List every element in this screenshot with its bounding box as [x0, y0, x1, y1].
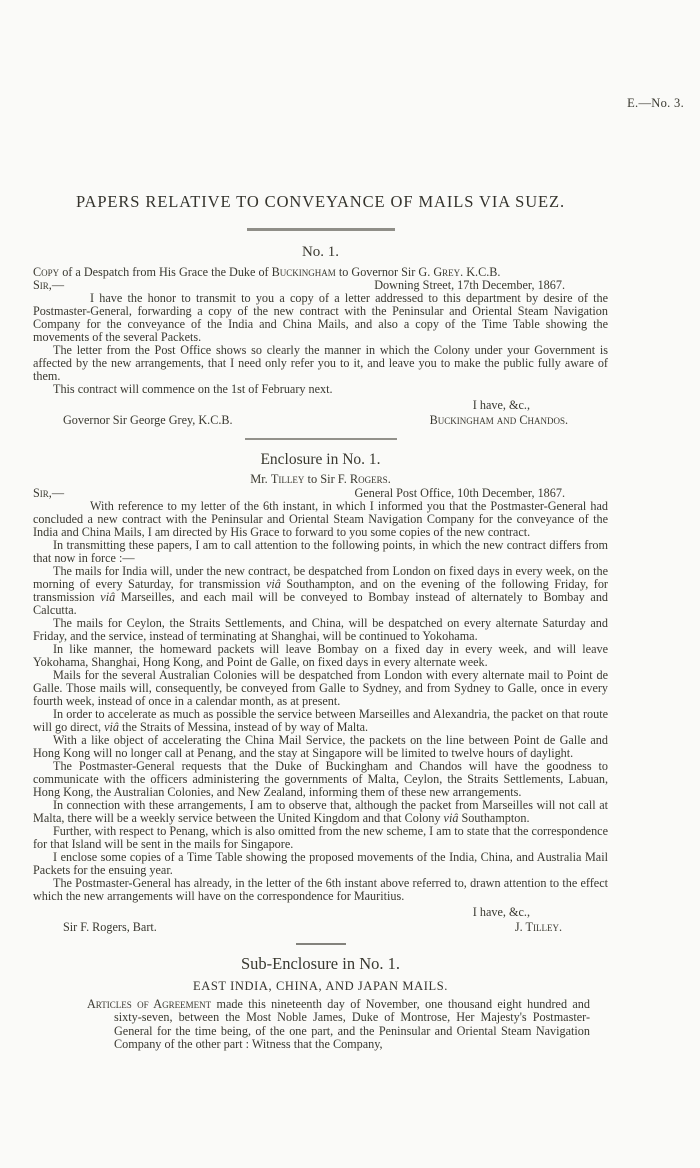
document-title: PAPERS RELATIVE TO CONVEYANCE OF MAILS VIA SUEZ. — [75, 192, 566, 211]
paragraph: With reference to my letter of the 6th instant, in which I informed you that the Postmaster-General had concluded a new contract with the Peninsular and Oriental Steam Navigation Company for the conveyance of the India and China Mails, I am directed by His Grace to forward to you some copies of the new contract. — [33, 499, 608, 539]
text-segment: In order to accelerate as much as possible the service between Marseilles and Alexandria, the packet on that route will go direct, — [33, 707, 608, 734]
text-segment: In connection with these arrangements, I am to observe that, although the packet from Marseilles will not call at Malta, there will be a weekly service between the United Kingdom and that Colony — [33, 798, 608, 825]
valediction: I have, &c., — [472, 905, 530, 919]
text-segment: viâ — [265, 577, 281, 591]
addressee: Governor Sir George Grey, K.C.B. — [63, 413, 233, 427]
paragraph: The Postmaster-General requests that the Duke of Buckingham and Chandos will have the goodness to communicate with the officers administering the governments of Malta, Ceylon, the Straits Settlements, Labuan, Hong Kong, the Australian Colonies, and New Zealand, informing them of these new arrangements. — [33, 759, 608, 799]
section-no1-heading: No. 1. — [301, 244, 340, 260]
sub-enclosure-heading: Sub-Enclosure in No. 1. — [240, 954, 401, 973]
sub-enclosure-subject: EAST INDIA, CHINA, AND JAPAN MAILS. — [192, 979, 449, 993]
text-segment: made this nineteenth day of November, one thousand eight hundred and sixty-seven, between the Most Noble James, Duke of Montrose, Her Majesty's Postmaster-General for the time being, of the one part, and the Peninsular and Oriental Steam Navigation Company of the other part : Witness that the Company, — [114, 997, 590, 1052]
text-segment: viâ — [104, 720, 119, 734]
text-segment: to Sir F. — [304, 472, 350, 486]
text-segment: Mr. — [250, 472, 271, 486]
text-segment: Tilley — [270, 472, 305, 486]
paragraph — [33, 708, 608, 734]
paragraph: This contract will commence on the 1st of February next. — [53, 382, 333, 396]
text-segment: The mails for India will, under the new contract, be despatched from London on fixed days in every week, on the morning of every Saturday, for transmission — [33, 564, 608, 591]
section-rule — [245, 438, 397, 440]
enclosure-heading: Enclosure in No. 1. — [260, 451, 381, 468]
text-segment: . K.C.B. — [460, 265, 501, 279]
enclosure-parties-line — [33, 472, 608, 487]
paragraph: The letter from the Post Office shows so clearly the manner in which the Colony under your Government is affected by the new arrangements, that I need only refer you to it, and leave you to make the public fully aware of them. — [33, 343, 608, 383]
text-segment: Buckingham — [271, 265, 336, 279]
text-segment: Southampton. — [458, 811, 530, 825]
text-segment: Southampton, and on the evening of the following Friday, for transmission — [33, 577, 608, 604]
signature: J. Tilley. — [514, 920, 562, 934]
articles-of-agreement-paragraph — [87, 998, 590, 1052]
text-segment: to Governor Sir G. — [335, 265, 434, 279]
salutation: Sir,— — [33, 278, 65, 292]
signature: Buckingham and Chandos. — [429, 413, 568, 427]
text-segment: Grey — [433, 265, 461, 279]
text-segment: the Straits of Messina, instead of by way of Malta. — [118, 720, 369, 734]
text-segment: . — [387, 472, 391, 486]
text-segment: viâ — [443, 811, 459, 825]
signature-row — [33, 921, 608, 934]
addressee: Sir F. Rogers, Bart. — [63, 920, 157, 934]
paragraph: With a like object of accelerating the China Mail Service, the packets on the line between Point de Galle and Hong Kong will no longer call at Penang, and the stay at Singapore will be limited to twelve hours of daylight. — [33, 733, 608, 760]
paragraph: The Postmaster-General has already, in the letter of the 6th instant above referred to, drawn attention to the effect which the new arrangements will have on the correspondence for Mauritius. — [33, 876, 608, 903]
short-rule — [296, 943, 346, 945]
page-ref: E.—No. 3. — [627, 96, 684, 110]
signature-row — [33, 414, 608, 427]
text-segment: Rogers — [349, 472, 388, 486]
paragraph — [33, 565, 608, 617]
paragraph: Mails for the several Australian Colonies will be despatched from London with every alternate mail to Point de Galle. Those mails will, consequently, be conveyed from Galle to Sydney, and from Sydney to Galle, once in every fourth week, instead of once in a calendar month, as at present. — [33, 668, 608, 708]
title-rule — [247, 228, 395, 231]
page-content — [33, 0, 608, 1052]
text-segment: Marseilles, and each mail will be conveyed to Bombay instead of alternately to Bombay and Calcutta. — [33, 590, 609, 617]
valediction: I have, &c., — [472, 398, 530, 412]
dateline: Downing Street, 17th December, 1867. — [374, 278, 565, 292]
text-segment: viâ — [100, 590, 116, 604]
paragraph — [33, 799, 608, 825]
paragraph: I have the honor to transmit to you a copy of a letter addressed to this department by desire of the Postmaster-General, forwarding a copy of the new contract with the Peninsular and Oriental Steam Navigation Company for the conveyance of the India and China Mails, and also a copy of the Time Table showing the movements of the several Packets. — [33, 291, 608, 344]
paragraph: In like manner, the homeward packets will leave Bombay on a fixed day in every week, and will leave Yokohama, Shanghai, Hong Kong, and Point de Galle, on fixed days in every alternate week. — [33, 642, 608, 669]
dateline: General Post Office, 10th December, 1867. — [354, 486, 565, 500]
paragraph: In transmitting these papers, I am to call attention to the following points, in which the new contract differs from that now in force :— — [33, 538, 608, 565]
text-segment: Copy — [33, 265, 60, 279]
paragraph: Further, with respect to Penang, which is also omitted from the new scheme, I am to state that the correspondence for that Island will be sent in the mails for Singapore. — [33, 824, 608, 851]
text-segment: Articles of Agreement — [87, 997, 212, 1011]
text-segment: of a Despatch from His Grace the Duke of — [59, 265, 272, 279]
paragraph: I enclose some copies of a Time Table showing the proposed movements of the India, China, and Australia Mail Packets for the ensuing year. — [33, 850, 608, 877]
paragraph: The mails for Ceylon, the Straits Settlements, and China, will be despatched on every alternate Saturday and Friday, and the service, instead of terminating at Shanghai, will be continued to Yokohama. — [33, 616, 608, 643]
salutation: Sir,— — [33, 486, 65, 500]
